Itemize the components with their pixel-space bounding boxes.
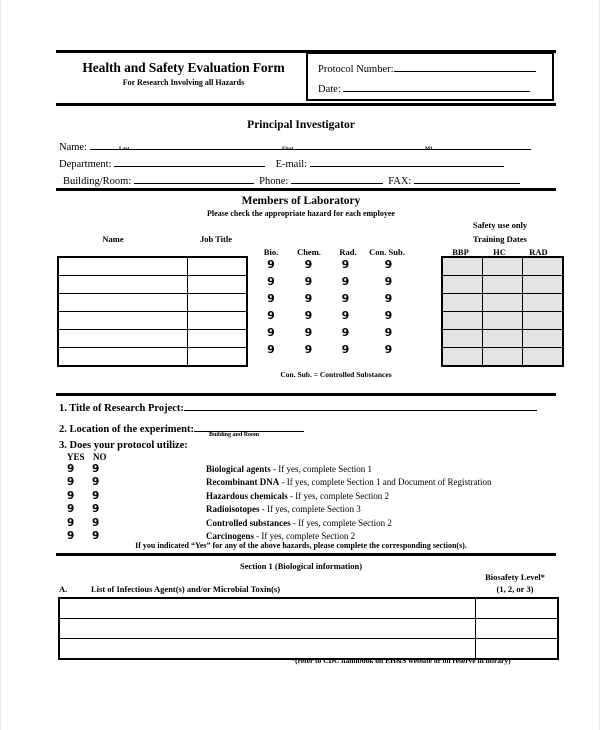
checkbox-rad[interactable]: 9 <box>341 326 350 339</box>
table-row <box>58 330 247 348</box>
pi-building-room-label: Building/Room: <box>63 175 132 187</box>
column-header-bio: Bio. <box>263 247 279 257</box>
checkbox-no[interactable]: 9 <box>92 489 100 502</box>
checkbox-rad[interactable]: 9 <box>341 343 350 356</box>
protocol-number-input[interactable] <box>394 61 536 72</box>
table-row <box>442 294 563 312</box>
column-header-job-title: Job Title <box>199 234 233 244</box>
training-date-cell-rad[interactable] <box>523 294 564 312</box>
checkbox-no[interactable]: 9 <box>92 462 100 475</box>
hazard-item-instruction: - If yes, complete Section 2 <box>287 490 389 501</box>
table-row <box>58 348 247 367</box>
hazard-item-text <box>206 531 355 541</box>
table-row <box>59 619 558 639</box>
pi-email-label: E-mail: <box>275 158 308 170</box>
member-job-title-cell[interactable] <box>188 294 248 312</box>
hazard-checkbox-row <box>254 307 415 324</box>
list-item <box>67 503 491 517</box>
checkbox-bio[interactable]: 9 <box>267 275 275 288</box>
checkbox-no[interactable]: 9 <box>92 530 100 542</box>
infectious-agent-cell[interactable] <box>59 619 476 639</box>
hazard-item-text <box>206 518 392 528</box>
checkbox-bio[interactable]: 9 <box>267 292 275 305</box>
training-date-cell-rad[interactable] <box>523 276 564 294</box>
protocol-box <box>306 52 554 101</box>
training-date-cell-hc[interactable] <box>483 312 523 330</box>
training-date-cell-rad[interactable] <box>523 348 564 367</box>
pi-department-input[interactable] <box>114 156 265 167</box>
hazard-item-name: Recombinant DNA <box>206 477 280 488</box>
item1-label: 1. Title of Research Project: <box>59 402 184 414</box>
training-date-cell-bbp[interactable] <box>442 312 483 330</box>
protocol-date-input[interactable] <box>343 81 530 92</box>
pi-fax-label: FAX: <box>388 175 412 187</box>
pi-department-row <box>59 156 504 170</box>
item-title-of-research-project <box>59 400 537 414</box>
pi-building-row <box>63 173 520 187</box>
checkbox-yes[interactable]: 9 <box>67 516 75 529</box>
yes-header: YES <box>67 452 85 462</box>
member-job-title-cell[interactable] <box>188 330 248 348</box>
hazard-item-name: Controlled substances <box>206 517 291 528</box>
hazard-item-name: Hazardous chemicals <box>206 490 288 501</box>
table-row <box>58 257 247 276</box>
principal-investigator-rule <box>56 188 556 191</box>
member-name-cell[interactable] <box>58 348 188 367</box>
biosafety-level-range: (1, 2, or 3) <box>496 584 534 594</box>
hazard-item-instruction: - If yes, complete Section 2 <box>290 517 392 528</box>
checkbox-yes[interactable]: 9 <box>67 489 75 502</box>
hazard-item-name: Biological agents <box>206 463 271 474</box>
training-date-cell-rad[interactable] <box>523 257 564 276</box>
biosafety-level-cell[interactable] <box>476 598 559 619</box>
hazard-checkbox-row <box>254 256 415 273</box>
member-table <box>57 256 248 367</box>
pi-department-label: Department: <box>59 158 112 170</box>
pi-name-sublabel-first: First <box>282 146 294 152</box>
member-name-cell[interactable] <box>58 312 188 330</box>
training-date-cell-bbp[interactable] <box>442 348 483 367</box>
checkbox-con-sub[interactable]: 9 <box>384 258 393 271</box>
table-row <box>442 276 563 294</box>
pi-name-label: Name: <box>59 141 87 153</box>
principal-investigator-heading: Principal Investigator <box>247 119 355 131</box>
member-name-cell[interactable] <box>58 276 188 294</box>
training-date-cell-hc[interactable] <box>483 294 523 312</box>
checkbox-no[interactable]: 9 <box>92 476 100 488</box>
training-date-cell-bbp[interactable] <box>442 276 483 294</box>
training-dates-label: Training Dates <box>473 234 527 244</box>
con-sub-legend: Con. Sub. = Controlled Substances <box>280 370 392 379</box>
hazard-checklist <box>67 462 491 543</box>
location-sublabel-building-and-room: Building and Room <box>209 432 260 438</box>
hazard-item-instruction: - If yes, complete Section 1 <box>270 463 372 474</box>
header-rule-bottom <box>56 103 556 106</box>
no-header: NO <box>93 452 107 462</box>
checkbox-chem[interactable]: 9 <box>304 275 313 288</box>
hazard-item-text <box>206 477 491 487</box>
checkbox-rad[interactable]: 9 <box>341 309 350 322</box>
protocol-date-row <box>318 81 530 95</box>
member-job-title-cell[interactable] <box>188 312 248 330</box>
hazard-checkbox-row <box>254 290 415 307</box>
checkbox-con-sub[interactable]: 9 <box>384 343 393 356</box>
table-row <box>442 312 563 330</box>
training-date-cell-hc[interactable] <box>483 348 523 367</box>
pi-phone-label: Phone: <box>259 175 289 187</box>
column-header-hc: HC <box>493 247 506 257</box>
member-job-title-cell[interactable] <box>188 257 248 276</box>
table-row <box>58 276 247 294</box>
list-item <box>67 462 491 476</box>
infectious-agent-cell[interactable] <box>59 598 476 619</box>
protocol-date-label: Date: <box>318 83 341 95</box>
table-row <box>442 348 563 367</box>
members-of-laboratory-rule <box>56 393 556 396</box>
item-location-of-experiment <box>59 421 304 435</box>
checkbox-rad[interactable]: 9 <box>341 258 350 271</box>
hazard-checkbox-row <box>254 273 415 290</box>
safety-use-only-label: Safety use only <box>472 220 528 230</box>
checkbox-chem[interactable]: 9 <box>304 309 313 322</box>
checkbox-yes[interactable]: 9 <box>67 476 75 488</box>
checkbox-rad[interactable]: 9 <box>341 275 350 288</box>
member-name-cell[interactable] <box>58 294 188 312</box>
column-header-con-sub: Con. Sub. <box>369 247 405 257</box>
column-header-bbp: BBP <box>452 247 469 257</box>
checkbox-chem[interactable]: 9 <box>304 258 313 271</box>
page-subtitle: For Research Involving all Hazards <box>122 78 245 87</box>
checkbox-no[interactable]: 9 <box>92 516 100 529</box>
checkbox-yes[interactable]: 9 <box>67 530 75 542</box>
section1-heading: Section 1 (Biological information) <box>239 561 363 571</box>
checkbox-no[interactable]: 9 <box>92 503 100 515</box>
page-title: Health and Safety Evaluation Form <box>82 60 285 75</box>
checkbox-chem[interactable]: 9 <box>304 292 313 305</box>
checkbox-bio[interactable]: 9 <box>267 309 275 322</box>
infectious-agent-list-header: List of Infectious Agent(s) and/or Microbial Toxin(s) <box>91 584 281 594</box>
members-of-laboratory-subheading: Please check the appropriate hazard for each employee <box>207 209 395 218</box>
table-row <box>58 312 247 330</box>
member-job-title-cell[interactable] <box>188 348 248 367</box>
section1-item-letter: A. <box>59 584 68 594</box>
list-item <box>67 516 491 530</box>
member-job-title-cell[interactable] <box>188 276 248 294</box>
pi-fax-input[interactable] <box>414 173 520 184</box>
column-header-name: Name <box>102 234 124 244</box>
checkbox-chem[interactable]: 9 <box>304 326 313 339</box>
hazard-item-name: Radioisotopes <box>206 504 260 515</box>
hazard-item-text <box>206 504 361 514</box>
infectious-agent-table <box>58 597 559 660</box>
pi-name-sublabel-last: Last <box>119 146 130 152</box>
checkbox-con-sub[interactable]: 9 <box>384 309 393 322</box>
hazard-item-name: Carcinogens <box>206 531 254 542</box>
pi-name-sublabel-mi: MI <box>425 146 433 152</box>
list-item <box>67 476 491 490</box>
item2-label: 2. Location of the experiment: <box>59 423 195 435</box>
hazard-item-text <box>206 491 389 501</box>
checkbox-yes[interactable]: 9 <box>67 462 75 475</box>
protocol-number-label: Protocol Number: <box>318 63 394 75</box>
training-date-cell-hc[interactable] <box>483 276 523 294</box>
section1-divider-rule <box>56 553 556 556</box>
cdc-handbook-note: *(refer to CDC handbook on EH&S website or on reserve in library) <box>291 656 511 665</box>
hazard-checkbox-row <box>254 324 415 341</box>
training-date-cell-hc[interactable] <box>483 257 523 276</box>
hazard-item-text <box>206 464 372 474</box>
training-dates-table <box>441 256 564 367</box>
hazard-checkbox-row <box>254 341 415 358</box>
biosafety-level-cell[interactable] <box>476 619 559 639</box>
checkbox-yes[interactable]: 9 <box>67 503 75 515</box>
training-date-cell-bbp[interactable] <box>442 294 483 312</box>
checkbox-con-sub[interactable]: 9 <box>384 292 393 305</box>
experiment-location-input[interactable] <box>194 421 304 432</box>
checkbox-con-sub[interactable]: 9 <box>384 275 393 288</box>
table-row <box>59 598 558 619</box>
member-name-cell[interactable] <box>58 330 188 348</box>
table-row <box>442 330 563 348</box>
training-date-cell-bbp[interactable] <box>442 257 483 276</box>
training-date-cell-bbp[interactable] <box>442 330 483 348</box>
hazard-item-instruction: - If yes, complete Section 1 and Document of Registration <box>279 477 492 488</box>
column-header-rad-training: RAD <box>529 247 548 257</box>
checkbox-con-sub[interactable]: 9 <box>384 326 393 339</box>
table-row <box>442 257 563 276</box>
checkbox-bio[interactable]: 9 <box>267 258 275 271</box>
training-date-cell-hc[interactable] <box>483 330 523 348</box>
member-name-cell[interactable] <box>58 257 188 276</box>
hazard-footer-note: If you indicated “Yes” for any of the above hazards, please complete the corresponding section(s). <box>135 541 467 550</box>
checkbox-bio[interactable]: 9 <box>267 343 275 356</box>
biosafety-level-label: Biosafety Level* <box>485 572 545 582</box>
member-hazard-checkbox-grid <box>254 256 415 358</box>
pi-name-input[interactable] <box>90 139 531 150</box>
checkbox-rad[interactable]: 9 <box>341 292 350 305</box>
pi-name-row <box>59 139 531 153</box>
training-date-cell-rad[interactable] <box>523 312 564 330</box>
checkbox-chem[interactable]: 9 <box>304 343 313 356</box>
hazard-item-instruction: - If yes, complete Section 3 <box>259 504 361 515</box>
research-project-title-input[interactable] <box>184 400 537 411</box>
pi-email-input[interactable] <box>310 156 504 167</box>
training-date-cell-rad[interactable] <box>523 330 564 348</box>
table-row <box>58 294 247 312</box>
column-header-rad: Rad. <box>339 247 357 257</box>
checkbox-bio[interactable]: 9 <box>267 326 275 339</box>
item-does-your-protocol-utilize: 3. Does your protocol utilize: <box>59 440 188 451</box>
column-header-chem: Chem. <box>297 247 321 257</box>
members-of-laboratory-heading: Members of Laboratory <box>241 195 361 207</box>
hazard-item-instruction: - If yes, complete Section 2 <box>253 531 356 542</box>
list-item <box>67 489 491 503</box>
pi-phone-input[interactable] <box>291 173 383 184</box>
pi-building-room-input[interactable] <box>134 173 254 184</box>
yes-no-column-headers <box>67 452 107 462</box>
protocol-number-row <box>318 61 536 75</box>
